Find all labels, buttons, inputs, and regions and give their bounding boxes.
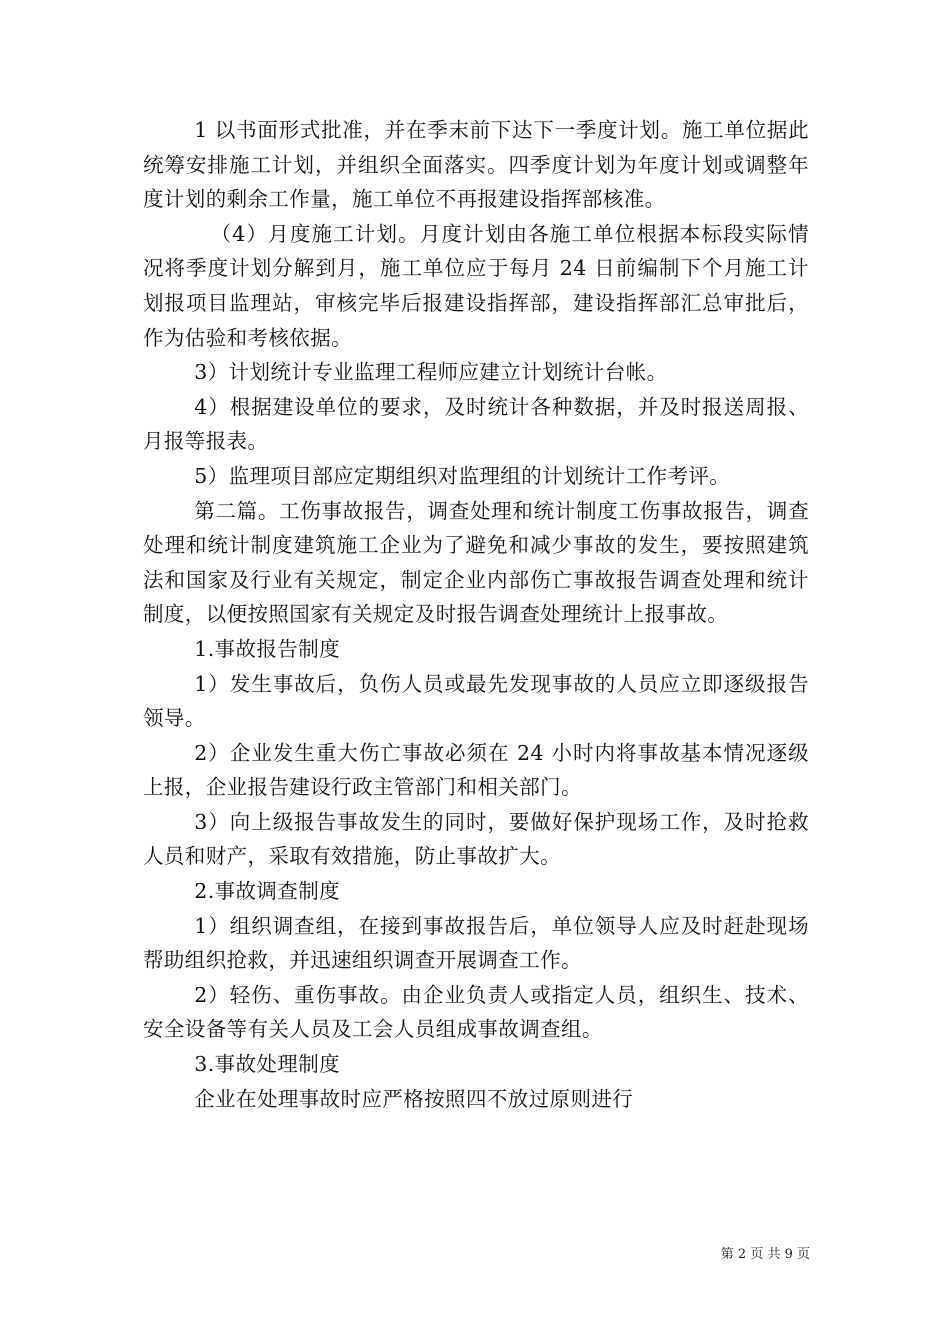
paragraph: 1）组织调查组，在接到事故报告后，单位领导人应及时赶赴现场帮助组织抢救，并迅速组织调查开展调查工作。	[143, 913, 809, 973]
paragraph: 2）轻伤、重伤事故。由企业负责人或指定人员，组织生、技术、安全设备等有关人员及工会人员组成事故调查组。	[143, 982, 809, 1042]
paragraph: （4）月度施工计划。月度计划由各施工单位根据本标段实际情况将季度计划分解到月，施工单位应于每月 24 日前编制下个月施工计划报项目监理站，审核完毕后报建设指挥部，建设指挥部汇总审批后，作为估验和考核依据。	[143, 221, 809, 350]
paragraph: 1 以书面形式批准，并在季末前下达下一季度计划。施工单位据此统筹安排施工计划，并组织全面落实。四季度计划为年度计划或调整年度计划的剩余工作量，施工单位不再报建设指挥部核准。	[143, 118, 809, 212]
section-heading: 1.事故报告制度	[194, 636, 341, 661]
document-body	[143, 113, 809, 1116]
paragraph: 2）企业发生重大伤亡事故必须在 24 小时内将事故基本情况逐级上报，企业报告建设行政主管部门和相关部门。	[143, 740, 809, 800]
paragraph: 1）发生事故后，负伤人员或最先发现事故的人员应立即逐级报告领导。	[143, 671, 809, 731]
paragraph: 第二篇。工伤事故报告，调查处理和统计制度工伤事故报告，调查处理和统计制度建筑施工企业为了避免和减少事故的发生，要按照建筑法和国家及行业有关规定，制定企业内部伤亡事故报告调查处理和统计制度，以便按照国家有关规定及时报告调查处理统计上报事故。	[143, 498, 809, 627]
paragraph: 5）监理项目部应定期组织对监理组的计划统计工作考评。	[194, 463, 731, 488]
paragraph: 4）根据建设单位的要求，及时统计各种数据，并及时报送周报、月报等报表。	[143, 394, 809, 454]
section-heading: 2.事故调查制度	[194, 879, 341, 904]
section-heading: 3.事故处理制度	[194, 1052, 341, 1077]
paragraph: 3）计划统计专业监理工程师应建立计划统计台帐。	[194, 360, 668, 385]
paragraph: 企业在处理事故时应严格按照四不放过原则进行	[194, 1086, 634, 1111]
paragraph: 3）向上级报告事故发生的同时，要做好保护现场工作，及时抢救人员和财产，采取有效措施，防止事故扩大。	[143, 809, 809, 869]
page-number: 第 2 页 共 9 页	[720, 1247, 810, 1262]
